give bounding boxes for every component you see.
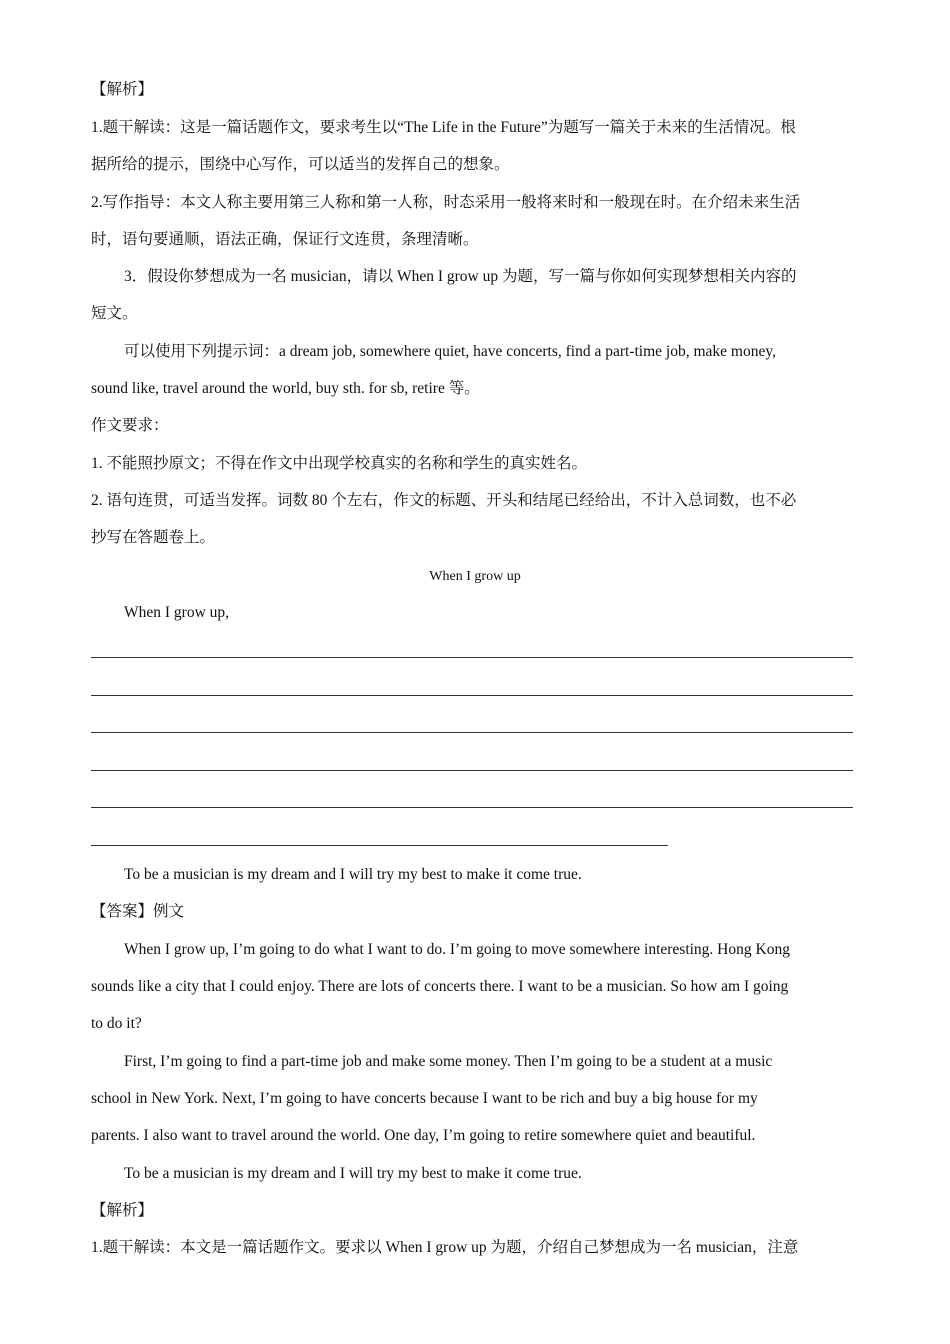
question-intro: 短文。 bbox=[91, 305, 138, 322]
answer-line bbox=[91, 770, 853, 771]
sample-paragraph-1: to do it? bbox=[91, 1015, 142, 1032]
essay-opening: When I grow up, bbox=[124, 604, 230, 621]
analysis-paragraph-1: 1.题干解读：这是一篇话题作文，要求考生以“The Life in the Future”为题写一篇关于未来的生活情况。根 bbox=[91, 119, 796, 136]
sample-paragraph-1: sounds like a city that I could enjoy. There are lots of concerts there. I want to be a musician. So how am I going bbox=[91, 978, 789, 995]
answer-line bbox=[91, 845, 668, 846]
analysis-paragraph-2: 2.写作指导：本文人称主要用第三人称和第一人称，时态采用一般将来时和一般现在时。在介绍未来生活 bbox=[91, 194, 801, 211]
analysis-heading-2: 【解析】 bbox=[91, 1202, 154, 1219]
answer-line bbox=[91, 695, 853, 696]
requirement-2: 抄写在答题卷上。 bbox=[91, 529, 216, 546]
question-hints: sound like, travel around the world, buy sth. for sb, retire 等。 bbox=[91, 380, 480, 397]
analysis-paragraph-1: 据所给的提示，围绕中心写作，可以适当的发挥自己的想象。 bbox=[91, 156, 510, 173]
essay-closing: To be a musician is my dream and I will try my best to make it come true. bbox=[124, 866, 582, 883]
essay-title: When I grow up bbox=[429, 568, 521, 584]
answer-heading: 【答案】例文 bbox=[91, 903, 185, 920]
sample-paragraph-2: parents. I also want to travel around the world. One day, I’m going to retire somewhere quiet and beautiful. bbox=[91, 1127, 756, 1144]
answer-line bbox=[91, 657, 853, 658]
requirement-2: 2. 语句连贯，可适当发挥。词数 80 个左右，作文的标题、开头和结尾已经给出，不计入总词数，也不必 bbox=[91, 492, 797, 509]
analysis-heading: 【解析】 bbox=[91, 81, 154, 98]
answer-line bbox=[91, 807, 853, 808]
requirement-1: 1. 不能照抄原文；不得在作文中出现学校真实的名称和学生的真实姓名。 bbox=[91, 455, 588, 472]
question-hints: 可以使用下列提示词：a dream job, somewhere quiet, have concerts, find a part-time job, make money, bbox=[124, 343, 776, 360]
analysis2-paragraph-1: 1.题干解读：本文是一篇话题作文。要求以 When I grow up 为题，介绍自己梦想成为一名 musician，注意 bbox=[91, 1239, 799, 1256]
requirements-label: 作文要求： bbox=[91, 417, 169, 434]
sample-paragraph-3: To be a musician is my dream and I will try my best to make it come true. bbox=[124, 1165, 582, 1182]
question-intro: 3．假设你梦想成为一名 musician，请以 When I grow up 为题，写一篇与你如何实现梦想相关内容的 bbox=[124, 268, 797, 285]
answer-line bbox=[91, 732, 853, 733]
sample-paragraph-1: When I grow up, I’m going to do what I want to do. I’m going to move somewhere interesting. Hong Kong bbox=[124, 941, 790, 958]
analysis-paragraph-2: 时，语句要通顺，语法正确，保证行文连贯，条理清晰。 bbox=[91, 231, 479, 248]
sample-paragraph-2: First, I’m going to find a part-time job and make some money. Then I’m going to be a student at a music bbox=[124, 1053, 773, 1070]
sample-paragraph-2: school in New York. Next, I’m going to have concerts because I want to be rich and buy a big house for my bbox=[91, 1090, 758, 1107]
